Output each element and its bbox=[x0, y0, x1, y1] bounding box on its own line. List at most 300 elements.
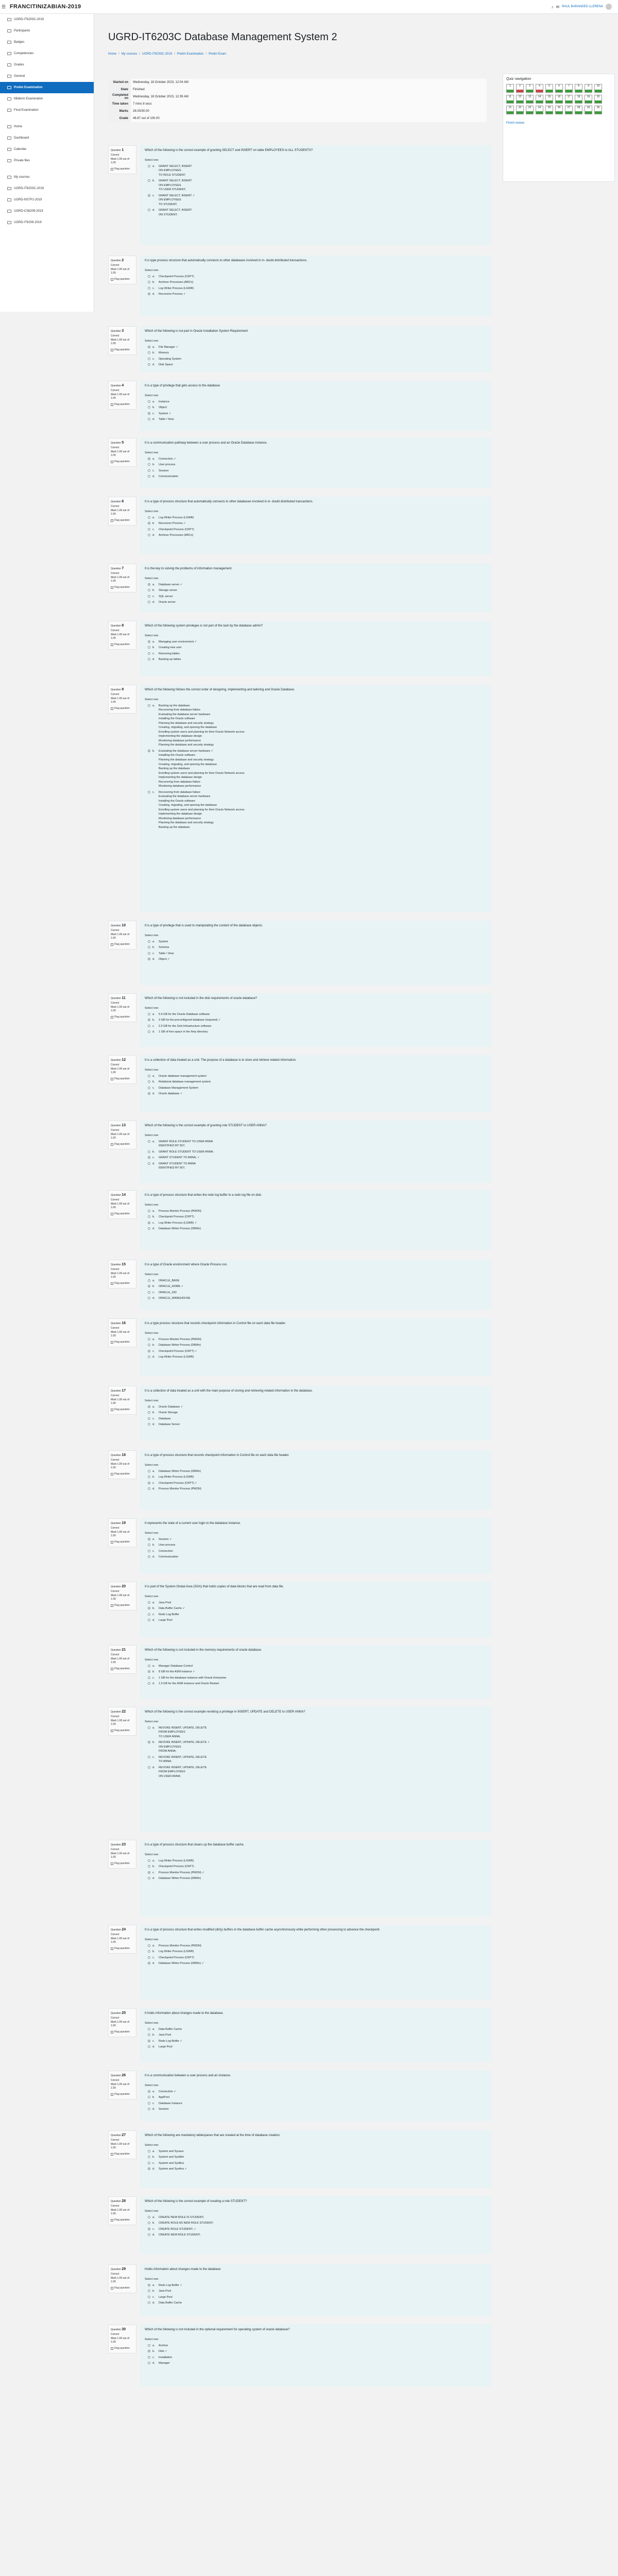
answer-option[interactable] bbox=[145, 646, 487, 650]
answer-radio[interactable] bbox=[148, 583, 150, 586]
flag-question-button[interactable] bbox=[111, 1862, 134, 1866]
question-nav-button[interactable]: 11 bbox=[506, 95, 514, 104]
sidebar-item[interactable] bbox=[0, 25, 94, 37]
answer-option[interactable] bbox=[145, 1092, 487, 1096]
flag-question-button[interactable] bbox=[111, 2030, 134, 2035]
answer-radio[interactable] bbox=[148, 2356, 150, 2359]
sidebar-item[interactable] bbox=[0, 14, 94, 25]
answer-option[interactable] bbox=[145, 164, 487, 178]
answer-radio[interactable] bbox=[148, 516, 150, 519]
answer-option[interactable] bbox=[145, 1209, 487, 1214]
answer-radio[interactable] bbox=[148, 1279, 150, 1282]
answer-radio[interactable] bbox=[148, 1338, 150, 1341]
answer-radio[interactable] bbox=[148, 601, 150, 603]
question-nav-button[interactable]: 22 bbox=[516, 106, 524, 114]
answer-option[interactable] bbox=[145, 2033, 487, 2038]
answer-radio[interactable] bbox=[148, 1619, 150, 1621]
answer-radio[interactable] bbox=[148, 1156, 150, 1159]
answer-option[interactable] bbox=[145, 652, 487, 656]
sidebar-item[interactable] bbox=[0, 132, 94, 144]
answer-radio[interactable] bbox=[148, 457, 150, 460]
answer-option[interactable] bbox=[145, 1411, 487, 1415]
question-nav-button[interactable]: 5 bbox=[545, 84, 553, 93]
sidebar-item[interactable] bbox=[0, 172, 94, 183]
flag-question-button[interactable] bbox=[111, 1077, 134, 1081]
sidebar-item[interactable] bbox=[0, 183, 94, 194]
answer-option[interactable] bbox=[145, 2295, 487, 2300]
answer-option[interactable] bbox=[145, 1221, 487, 1226]
answer-option[interactable] bbox=[145, 2215, 487, 2220]
answer-radio[interactable] bbox=[148, 1555, 150, 1558]
answer-radio[interactable] bbox=[148, 358, 150, 360]
answer-radio[interactable] bbox=[148, 1411, 150, 1414]
answer-option[interactable] bbox=[145, 940, 487, 944]
answer-radio[interactable] bbox=[148, 522, 150, 524]
answer-radio[interactable] bbox=[148, 952, 150, 955]
sidebar-item[interactable] bbox=[0, 93, 94, 105]
flag-question-button[interactable] bbox=[111, 2218, 134, 2223]
answer-radio[interactable] bbox=[148, 2284, 150, 2286]
answer-option[interactable] bbox=[145, 2027, 487, 2032]
answer-radio[interactable] bbox=[148, 2296, 150, 2298]
flag-question-button[interactable] bbox=[111, 1604, 134, 1608]
answer-radio[interactable] bbox=[148, 1222, 150, 1224]
question-nav-button[interactable]: 18 bbox=[575, 95, 582, 104]
answer-option[interactable] bbox=[145, 1291, 487, 1295]
answer-option[interactable] bbox=[145, 2167, 487, 2172]
finish-review-link[interactable]: Finish review bbox=[506, 122, 525, 125]
question-nav-button[interactable]: 12 bbox=[516, 95, 524, 104]
answer-radio[interactable] bbox=[148, 406, 150, 409]
answer-radio[interactable] bbox=[148, 1285, 150, 1287]
answer-option[interactable] bbox=[145, 412, 487, 416]
answer-option[interactable] bbox=[145, 952, 487, 956]
answer-option[interactable] bbox=[145, 1537, 487, 1542]
answer-option[interactable] bbox=[145, 1601, 487, 1605]
answer-option[interactable] bbox=[145, 400, 487, 404]
answer-option[interactable] bbox=[145, 1012, 487, 1017]
sidebar-item[interactable] bbox=[0, 105, 94, 116]
answer-radio[interactable] bbox=[148, 2045, 150, 2048]
breadcrumb-item[interactable]: UGRD-IT6203C-2019 bbox=[142, 53, 173, 56]
answer-option[interactable] bbox=[145, 1606, 487, 1611]
flag-question-button[interactable] bbox=[111, 643, 134, 647]
answer-radio[interactable] bbox=[148, 704, 150, 707]
answer-option[interactable] bbox=[145, 280, 487, 285]
answer-radio[interactable] bbox=[148, 475, 150, 478]
answer-radio[interactable] bbox=[148, 1150, 150, 1153]
answer-radio[interactable] bbox=[148, 293, 150, 295]
flag-question-button[interactable] bbox=[111, 2093, 134, 2097]
answer-option[interactable] bbox=[145, 1279, 487, 1283]
answer-option[interactable] bbox=[145, 1024, 487, 1029]
flag-question-button[interactable] bbox=[111, 1282, 134, 1286]
answer-option[interactable] bbox=[145, 1156, 487, 1160]
answer-radio[interactable] bbox=[148, 1950, 150, 1953]
sidebar-item[interactable] bbox=[0, 194, 94, 206]
question-nav-button[interactable]: 20 bbox=[594, 95, 602, 104]
answer-radio[interactable] bbox=[148, 1344, 150, 1346]
answer-radio[interactable] bbox=[148, 1944, 150, 1947]
flag-question-button[interactable] bbox=[111, 1212, 134, 1216]
answer-radio[interactable] bbox=[148, 1297, 150, 1299]
answer-radio[interactable] bbox=[148, 791, 150, 793]
answer-radio[interactable] bbox=[148, 1670, 150, 1673]
answer-option[interactable] bbox=[145, 292, 487, 297]
flag-question-button[interactable] bbox=[111, 460, 134, 464]
answer-radio[interactable] bbox=[148, 658, 150, 660]
answer-radio[interactable] bbox=[148, 346, 150, 348]
answer-radio[interactable] bbox=[148, 2216, 150, 2218]
answer-option[interactable] bbox=[145, 1475, 487, 1480]
answer-radio[interactable] bbox=[148, 589, 150, 591]
flag-question-button[interactable] bbox=[111, 403, 134, 407]
answer-radio[interactable] bbox=[148, 1766, 150, 1769]
answer-option[interactable] bbox=[145, 345, 487, 350]
flag-question-button[interactable] bbox=[111, 1540, 134, 1545]
answer-radio[interactable] bbox=[148, 2233, 150, 2236]
question-nav-button[interactable]: 9 bbox=[585, 84, 592, 93]
answer-radio[interactable] bbox=[148, 1087, 150, 1089]
answer-option[interactable] bbox=[145, 595, 487, 599]
answer-radio[interactable] bbox=[148, 946, 150, 948]
answer-radio[interactable] bbox=[148, 1871, 150, 1874]
answer-option[interactable] bbox=[145, 179, 487, 192]
answer-option[interactable] bbox=[145, 1555, 487, 1560]
answer-radio[interactable] bbox=[148, 1423, 150, 1426]
answer-radio[interactable] bbox=[148, 179, 150, 182]
answer-radio[interactable] bbox=[148, 1487, 150, 1490]
answer-option[interactable] bbox=[145, 1871, 487, 1875]
answer-option[interactable] bbox=[145, 1676, 487, 1681]
question-nav-button[interactable]: 15 bbox=[545, 95, 553, 104]
answer-radio[interactable] bbox=[148, 2033, 150, 2036]
answer-radio[interactable] bbox=[148, 2108, 150, 2110]
menu-toggle-icon[interactable]: ☰ bbox=[2, 4, 6, 9]
answer-option[interactable] bbox=[145, 1150, 487, 1155]
answer-option[interactable] bbox=[145, 363, 487, 367]
answer-option[interactable] bbox=[145, 469, 487, 473]
answer-option[interactable] bbox=[145, 1481, 487, 1486]
answer-option[interactable] bbox=[145, 1227, 487, 1231]
answer-option[interactable] bbox=[145, 1755, 487, 1764]
answer-radio[interactable] bbox=[148, 2350, 150, 2352]
answer-radio[interactable] bbox=[148, 1013, 150, 1015]
flag-question-button[interactable] bbox=[111, 943, 134, 947]
answer-option[interactable] bbox=[145, 1664, 487, 1669]
answer-radio[interactable] bbox=[148, 1544, 150, 1546]
answer-option[interactable] bbox=[145, 2155, 487, 2160]
answer-option[interactable] bbox=[145, 1876, 487, 1881]
answer-radio[interactable] bbox=[148, 2167, 150, 2170]
answer-option[interactable] bbox=[145, 2045, 487, 2049]
flag-question-button[interactable] bbox=[111, 2347, 134, 2351]
flag-question-button[interactable] bbox=[111, 1015, 134, 1020]
answer-radio[interactable] bbox=[148, 640, 150, 643]
answer-option[interactable] bbox=[145, 1349, 487, 1354]
answer-option[interactable] bbox=[145, 533, 487, 538]
answer-option[interactable] bbox=[145, 1355, 487, 1360]
flag-question-button[interactable] bbox=[111, 348, 134, 352]
answer-option[interactable] bbox=[145, 194, 487, 207]
answer-radio[interactable] bbox=[148, 1682, 150, 1685]
answer-radio[interactable] bbox=[148, 1417, 150, 1420]
answer-option[interactable] bbox=[145, 1080, 487, 1084]
answer-radio[interactable] bbox=[148, 1025, 150, 1027]
answer-option[interactable] bbox=[145, 1074, 487, 1079]
answer-radio[interactable] bbox=[148, 1227, 150, 1230]
answer-radio[interactable] bbox=[148, 2228, 150, 2230]
answer-radio[interactable] bbox=[148, 2096, 150, 2098]
answer-radio[interactable] bbox=[148, 1482, 150, 1484]
answer-radio[interactable] bbox=[148, 1601, 150, 1604]
answer-option[interactable] bbox=[145, 2233, 487, 2238]
answer-option[interactable] bbox=[145, 2227, 487, 2232]
answer-radio[interactable] bbox=[148, 750, 150, 752]
question-nav-button[interactable]: 21 bbox=[506, 106, 514, 114]
answer-radio[interactable] bbox=[148, 1080, 150, 1083]
question-nav-button[interactable]: 28 bbox=[575, 106, 582, 114]
flag-question-button[interactable] bbox=[111, 2153, 134, 2157]
answer-radio[interactable] bbox=[148, 1676, 150, 1679]
answer-radio[interactable] bbox=[148, 2150, 150, 2153]
answer-option[interactable] bbox=[145, 474, 487, 479]
question-nav-button[interactable]: 25 bbox=[545, 106, 553, 114]
answer-radio[interactable] bbox=[148, 1865, 150, 1868]
flag-question-button[interactable] bbox=[111, 1143, 134, 1147]
answer-option[interactable] bbox=[145, 2355, 487, 2360]
answer-radio[interactable] bbox=[148, 209, 150, 211]
answer-radio[interactable] bbox=[148, 275, 150, 278]
answer-radio[interactable] bbox=[148, 1355, 150, 1358]
answer-radio[interactable] bbox=[148, 940, 150, 943]
answer-option[interactable] bbox=[145, 208, 487, 217]
question-nav-button[interactable]: 10 bbox=[594, 84, 602, 93]
answer-option[interactable] bbox=[145, 1613, 487, 1617]
answer-option[interactable] bbox=[145, 1487, 487, 1492]
answer-option[interactable] bbox=[145, 1859, 487, 1863]
answer-option[interactable] bbox=[145, 1018, 487, 1023]
flag-question-button[interactable] bbox=[111, 707, 134, 711]
answer-option[interactable] bbox=[145, 2102, 487, 2106]
answer-radio[interactable] bbox=[148, 281, 150, 283]
answer-option[interactable] bbox=[145, 957, 487, 962]
sidebar-item[interactable] bbox=[0, 217, 94, 228]
sidebar-item[interactable] bbox=[0, 71, 94, 82]
question-nav-button[interactable]: 7 bbox=[565, 84, 573, 93]
answer-radio[interactable] bbox=[148, 194, 150, 197]
answer-radio[interactable] bbox=[148, 1859, 150, 1862]
answer-radio[interactable] bbox=[148, 1350, 150, 1352]
question-nav-button[interactable]: 19 bbox=[585, 95, 592, 104]
answer-option[interactable] bbox=[145, 457, 487, 462]
answer-option[interactable] bbox=[145, 528, 487, 532]
question-nav-button[interactable]: 2 bbox=[516, 84, 524, 93]
answer-option[interactable] bbox=[145, 1543, 487, 1548]
answer-option[interactable] bbox=[145, 1296, 487, 1301]
answer-option[interactable] bbox=[145, 1343, 487, 1348]
answer-radio[interactable] bbox=[148, 2090, 150, 2093]
answer-option[interactable] bbox=[145, 1682, 487, 1686]
answer-radio[interactable] bbox=[148, 1140, 150, 1143]
answer-option[interactable] bbox=[145, 463, 487, 467]
answer-radio[interactable] bbox=[148, 2301, 150, 2304]
answer-option[interactable] bbox=[145, 1740, 487, 1754]
flag-question-button[interactable] bbox=[111, 1947, 134, 1951]
answer-radio[interactable] bbox=[148, 400, 150, 403]
answer-option[interactable] bbox=[145, 1422, 487, 1427]
answer-radio[interactable] bbox=[148, 1538, 150, 1540]
answer-radio[interactable] bbox=[148, 958, 150, 960]
answer-option[interactable] bbox=[145, 2039, 487, 2044]
answer-option[interactable] bbox=[145, 2095, 487, 2100]
flag-question-button[interactable] bbox=[111, 1408, 134, 1412]
answer-radio[interactable] bbox=[148, 1956, 150, 1959]
sidebar-item[interactable] bbox=[0, 59, 94, 71]
answer-option[interactable] bbox=[145, 945, 487, 950]
answer-radio[interactable] bbox=[148, 595, 150, 598]
answer-radio[interactable] bbox=[148, 2040, 150, 2042]
breadcrumb-item[interactable]: Prelim Examination bbox=[177, 53, 204, 56]
answer-option[interactable] bbox=[145, 357, 487, 362]
answer-radio[interactable] bbox=[148, 1550, 150, 1552]
answer-radio[interactable] bbox=[148, 287, 150, 290]
answer-radio[interactable] bbox=[148, 1665, 150, 1667]
answer-radio[interactable] bbox=[148, 1607, 150, 1609]
answer-option[interactable] bbox=[145, 2107, 487, 2112]
flag-question-button[interactable] bbox=[111, 1472, 134, 1477]
answer-option[interactable] bbox=[145, 2221, 487, 2226]
answer-option[interactable] bbox=[145, 516, 487, 520]
sidebar-item[interactable] bbox=[0, 155, 94, 166]
answer-radio[interactable] bbox=[148, 1075, 150, 1077]
bell-icon[interactable]: ♪ bbox=[551, 4, 554, 9]
answer-radio[interactable] bbox=[148, 412, 150, 415]
answer-option[interactable] bbox=[145, 657, 487, 662]
answer-option[interactable] bbox=[145, 640, 487, 645]
question-nav-button[interactable]: 6 bbox=[555, 84, 563, 93]
answer-radio[interactable] bbox=[148, 2222, 150, 2224]
avatar[interactable] bbox=[606, 4, 612, 10]
flag-question-button[interactable] bbox=[111, 1729, 134, 1733]
answer-radio[interactable] bbox=[148, 646, 150, 649]
answer-radio[interactable] bbox=[148, 2102, 150, 2105]
answer-option[interactable] bbox=[145, 405, 487, 410]
answer-option[interactable] bbox=[145, 749, 487, 789]
answer-option[interactable] bbox=[145, 275, 487, 279]
answer-option[interactable] bbox=[145, 1944, 487, 1948]
answer-option[interactable] bbox=[145, 2361, 487, 2366]
answer-radio[interactable] bbox=[148, 418, 150, 420]
answer-option[interactable] bbox=[145, 1417, 487, 1421]
answer-radio[interactable] bbox=[148, 363, 150, 366]
answer-radio[interactable] bbox=[148, 1030, 150, 1033]
answer-option[interactable] bbox=[145, 2301, 487, 2306]
breadcrumb-item[interactable]: My courses bbox=[121, 53, 138, 56]
flag-question-button[interactable] bbox=[111, 519, 134, 523]
question-nav-button[interactable]: 13 bbox=[526, 95, 534, 104]
sidebar-item[interactable] bbox=[0, 82, 94, 93]
answer-option[interactable] bbox=[145, 1956, 487, 1960]
answer-option[interactable] bbox=[145, 704, 487, 748]
answer-option[interactable] bbox=[145, 1086, 487, 1091]
answer-radio[interactable] bbox=[148, 1291, 150, 1294]
breadcrumb-item[interactable]: Home bbox=[108, 53, 117, 56]
question-nav-button[interactable]: 8 bbox=[575, 84, 582, 93]
answer-option[interactable] bbox=[145, 521, 487, 526]
question-nav-button[interactable]: 17 bbox=[565, 95, 573, 104]
answer-option[interactable] bbox=[145, 1405, 487, 1410]
flag-question-button[interactable] bbox=[111, 278, 134, 282]
answer-option[interactable] bbox=[145, 286, 487, 291]
answer-option[interactable] bbox=[145, 2289, 487, 2294]
question-nav-button[interactable]: 3 bbox=[526, 84, 534, 93]
question-nav-button[interactable]: 1 bbox=[506, 84, 514, 93]
question-nav-button[interactable]: 24 bbox=[536, 106, 543, 114]
answer-radio[interactable] bbox=[148, 1877, 150, 1879]
answer-radio[interactable] bbox=[148, 2344, 150, 2347]
answer-option[interactable] bbox=[145, 1030, 487, 1035]
sidebar-item[interactable] bbox=[0, 144, 94, 155]
answer-option[interactable] bbox=[145, 2283, 487, 2288]
answer-radio[interactable] bbox=[148, 528, 150, 531]
answer-radio[interactable] bbox=[148, 2156, 150, 2158]
answer-radio[interactable] bbox=[148, 1470, 150, 1472]
answer-option[interactable] bbox=[145, 1284, 487, 1289]
answer-radio[interactable] bbox=[148, 1726, 150, 1729]
answer-radio[interactable] bbox=[148, 1210, 150, 1212]
answer-option[interactable] bbox=[145, 1618, 487, 1623]
site-brand[interactable]: FRANCITINIZABIAN-2019 bbox=[10, 4, 81, 10]
question-nav-button[interactable]: 16 bbox=[555, 95, 563, 104]
user-name[interactable]: RAUL BARANDED LLERENA bbox=[562, 5, 603, 8]
answer-option[interactable] bbox=[145, 1469, 487, 1474]
answer-option[interactable] bbox=[145, 1766, 487, 1779]
question-nav-button[interactable]: 27 bbox=[565, 106, 573, 114]
answer-option[interactable] bbox=[145, 583, 487, 587]
answer-option[interactable] bbox=[145, 2090, 487, 2094]
answer-option[interactable] bbox=[145, 1961, 487, 1966]
flag-question-button[interactable] bbox=[111, 1341, 134, 1345]
answer-option[interactable] bbox=[145, 2344, 487, 2348]
breadcrumb-item[interactable]: Prelim Exam bbox=[209, 53, 227, 56]
answer-option[interactable] bbox=[145, 588, 487, 593]
answer-option[interactable] bbox=[145, 1950, 487, 1954]
answer-radio[interactable] bbox=[148, 534, 150, 536]
answer-radio[interactable] bbox=[148, 652, 150, 655]
answer-option[interactable] bbox=[145, 1549, 487, 1554]
answer-radio[interactable] bbox=[148, 2362, 150, 2364]
flag-question-button[interactable] bbox=[111, 1667, 134, 1671]
answer-option[interactable] bbox=[145, 1670, 487, 1674]
answer-radio[interactable] bbox=[148, 1019, 150, 1021]
answer-radio[interactable] bbox=[148, 1476, 150, 1478]
sidebar-item[interactable] bbox=[0, 48, 94, 59]
answer-radio[interactable] bbox=[148, 1405, 150, 1408]
answer-radio[interactable] bbox=[148, 1962, 150, 1964]
question-nav-button[interactable]: 4 bbox=[536, 84, 543, 93]
flag-question-button[interactable] bbox=[111, 2286, 134, 2291]
question-nav-button[interactable]: 30 bbox=[594, 106, 602, 114]
answer-option[interactable] bbox=[145, 1140, 487, 1148]
chat-icon[interactable]: ✉ bbox=[556, 4, 560, 9]
answer-option[interactable] bbox=[145, 1337, 487, 1342]
answer-radio[interactable] bbox=[148, 165, 150, 167]
answer-radio[interactable] bbox=[148, 351, 150, 354]
answer-option[interactable] bbox=[145, 600, 487, 605]
question-nav-button[interactable]: 26 bbox=[555, 106, 563, 114]
question-nav-button[interactable]: 14 bbox=[536, 95, 543, 104]
